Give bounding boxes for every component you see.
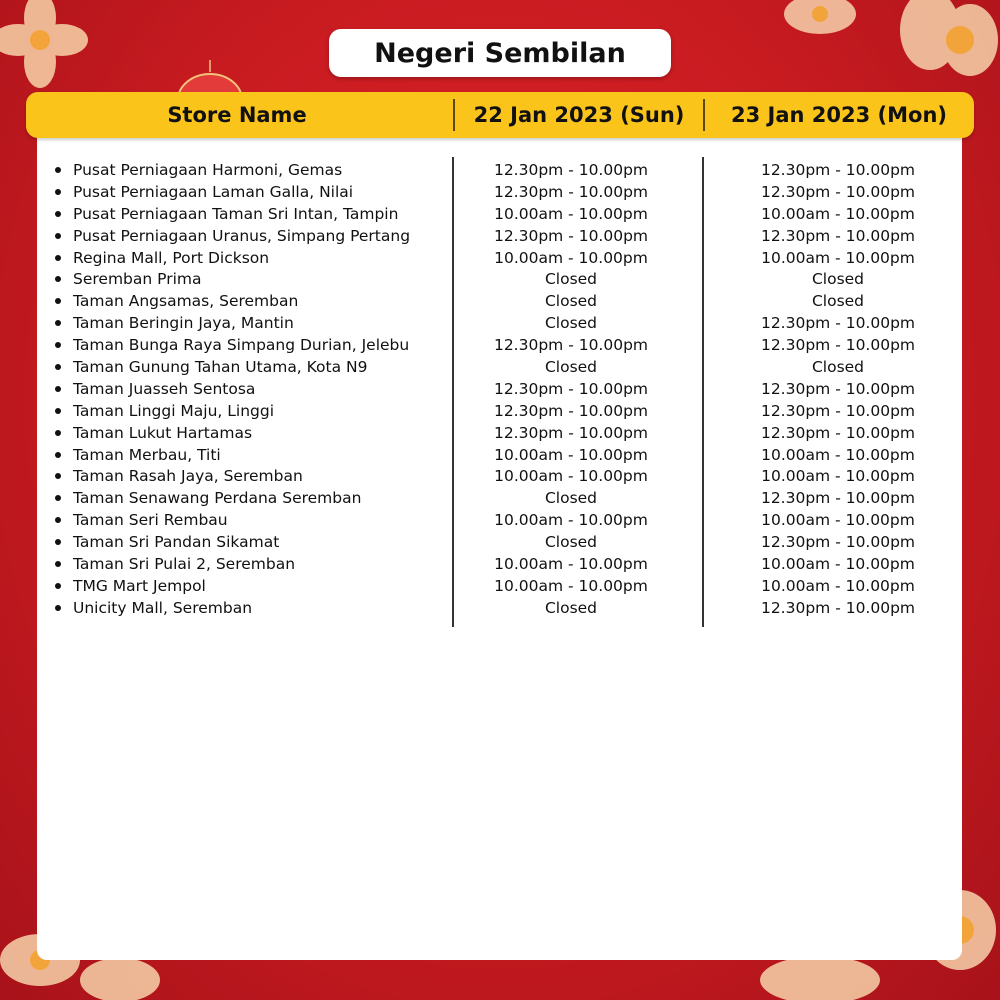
store-name: TMG Mart Jempol — [73, 576, 206, 595]
table-row — [37, 357, 962, 379]
table-row — [37, 466, 962, 488]
store-name: Pusat Perniagaan Taman Sri Intan, Tampin — [73, 204, 399, 223]
day2-hours: 10.00am - 10.00pm — [761, 248, 915, 267]
store-name: Taman Seri Rembau — [73, 511, 228, 530]
table-row — [37, 488, 962, 510]
bullet-icon — [55, 408, 61, 414]
day1-hours: Closed — [544, 489, 598, 508]
table-row — [37, 554, 962, 576]
bullet-icon — [55, 255, 61, 261]
bullet-icon — [55, 430, 61, 436]
day2-hours: 12.30pm - 10.00pm — [760, 598, 916, 617]
day2-hours: 12.30pm - 10.00pm — [760, 336, 916, 355]
day1-hours: 10.00am - 10.00pm — [494, 511, 648, 530]
day1-hours: 10.00am - 10.00pm — [494, 445, 648, 464]
day2-hours: Closed — [811, 358, 865, 377]
day2-hours: 10.00am - 10.00pm — [761, 467, 915, 486]
store-name: Regina Mall, Port Dickson — [73, 248, 270, 267]
store-name: Seremban Prima — [73, 270, 202, 289]
day2-hours: 12.30pm - 10.00pm — [760, 423, 916, 442]
day2-hours: 10.00am - 10.00pm — [761, 511, 915, 530]
table-row — [37, 379, 962, 401]
store-name: Pusat Perniagaan Uranus, Simpang Pertang — [73, 226, 411, 245]
header-store-name: Store Name — [167, 103, 307, 127]
day2-hours: 12.30pm - 10.00pm — [760, 379, 916, 398]
day2-hours: 12.30pm - 10.00pm — [760, 401, 916, 420]
store-name: Unicity Mall, Seremban — [73, 598, 253, 617]
day1-hours: 10.00am - 10.00pm — [494, 204, 648, 223]
table-row — [37, 335, 962, 357]
day2-hours: Closed — [811, 270, 865, 289]
store-name: Taman Rasah Jaya, Seremban — [73, 467, 303, 486]
day1-hours: Closed — [544, 292, 598, 311]
header-day1: 22 Jan 2023 (Sun) — [473, 103, 685, 127]
bullet-icon — [55, 561, 61, 567]
day2-hours: 12.30pm - 10.00pm — [760, 533, 916, 552]
bullet-icon — [55, 605, 61, 611]
day1-hours: 10.00am - 10.00pm — [494, 248, 648, 267]
day1-hours: 12.30pm - 10.00pm — [493, 379, 649, 398]
day2-hours: 10.00am - 10.00pm — [761, 204, 915, 223]
table-row — [37, 313, 962, 335]
day2-hours: 12.30pm - 10.00pm — [760, 314, 916, 333]
table-row — [37, 576, 962, 598]
store-name: Taman Linggi Maju, Linggi — [73, 401, 275, 420]
table-header — [26, 92, 974, 138]
table-row — [37, 291, 962, 313]
store-name: Pusat Perniagaan Laman Galla, Nilai — [73, 182, 354, 201]
day1-hours: 10.00am - 10.00pm — [494, 576, 648, 595]
bullet-icon — [55, 386, 61, 392]
day1-hours: 12.30pm - 10.00pm — [493, 226, 649, 245]
store-name: Taman Gunung Tahan Utama, Kota N9 — [73, 358, 368, 377]
store-name: Taman Merbau, Titi — [73, 445, 221, 464]
day2-hours: 12.30pm - 10.00pm — [760, 182, 916, 201]
day2-hours: 10.00am - 10.00pm — [761, 576, 915, 595]
bullet-icon — [55, 517, 61, 523]
table-row — [37, 532, 962, 554]
day2-hours: 10.00am - 10.00pm — [761, 445, 915, 464]
day1-hours: Closed — [544, 314, 598, 333]
day1-hours: 10.00am - 10.00pm — [494, 555, 648, 574]
table-row — [37, 269, 962, 291]
store-name: Pusat Perniagaan Harmoni, Gemas — [73, 161, 343, 179]
bullet-icon — [55, 233, 61, 239]
bullet-icon — [55, 452, 61, 458]
bullet-icon — [55, 495, 61, 501]
day2-hours: 10.00am - 10.00pm — [761, 555, 915, 574]
table-row — [37, 510, 962, 532]
day1-hours: Closed — [544, 270, 598, 289]
header-day2: 23 Jan 2023 (Mon) — [730, 103, 947, 127]
table-row — [37, 160, 962, 182]
bullet-icon — [55, 189, 61, 195]
table-row — [37, 445, 962, 467]
table-row — [37, 248, 962, 270]
bullet-icon — [55, 276, 61, 282]
day1-hours: 12.30pm - 10.00pm — [493, 423, 649, 442]
page-title: Negeri Sembilan — [329, 29, 671, 77]
bullet-icon — [55, 583, 61, 589]
store-name: Taman Senawang Perdana Seremban — [73, 489, 362, 508]
bullet-icon — [55, 298, 61, 304]
store-name: Taman Angsamas, Seremban — [73, 292, 299, 311]
store-name: Taman Juasseh Sentosa — [73, 379, 256, 398]
bullet-icon — [55, 342, 61, 348]
day1-hours: 10.00am - 10.00pm — [494, 467, 648, 486]
day1-hours: 12.30pm - 10.00pm — [493, 161, 649, 179]
table-row — [37, 598, 962, 620]
store-name: Taman Sri Pandan Sikamat — [73, 533, 280, 552]
day1-hours: 12.30pm - 10.00pm — [493, 182, 649, 201]
day1-hours: Closed — [544, 533, 598, 552]
day2-hours: 12.30pm - 10.00pm — [760, 161, 916, 179]
bullet-icon — [55, 473, 61, 479]
table-row — [37, 204, 962, 226]
bullet-icon — [55, 539, 61, 545]
day1-hours: 12.30pm - 10.00pm — [493, 401, 649, 420]
table-row — [37, 401, 962, 423]
bullet-icon — [55, 167, 61, 173]
day1-hours: 12.30pm - 10.00pm — [493, 336, 649, 355]
bullet-icon — [55, 211, 61, 217]
day1-hours: Closed — [544, 358, 598, 377]
store-name: Taman Beringin Jaya, Mantin — [73, 314, 294, 333]
day2-hours: 12.30pm - 10.00pm — [760, 489, 916, 508]
store-name: Taman Bunga Raya Simpang Durian, Jelebu — [73, 336, 410, 355]
day2-hours: Closed — [811, 292, 865, 311]
store-name: Taman Sri Pulai 2, Seremban — [73, 555, 296, 574]
store-name: Taman Lukut Hartamas — [73, 423, 253, 442]
table-row — [37, 226, 962, 248]
table-row — [37, 182, 962, 204]
bullet-icon — [55, 364, 61, 370]
store-list — [37, 160, 962, 620]
bullet-icon — [55, 320, 61, 326]
table-row — [37, 423, 962, 445]
day1-hours: Closed — [544, 598, 598, 617]
day2-hours: 12.30pm - 10.00pm — [760, 226, 916, 245]
